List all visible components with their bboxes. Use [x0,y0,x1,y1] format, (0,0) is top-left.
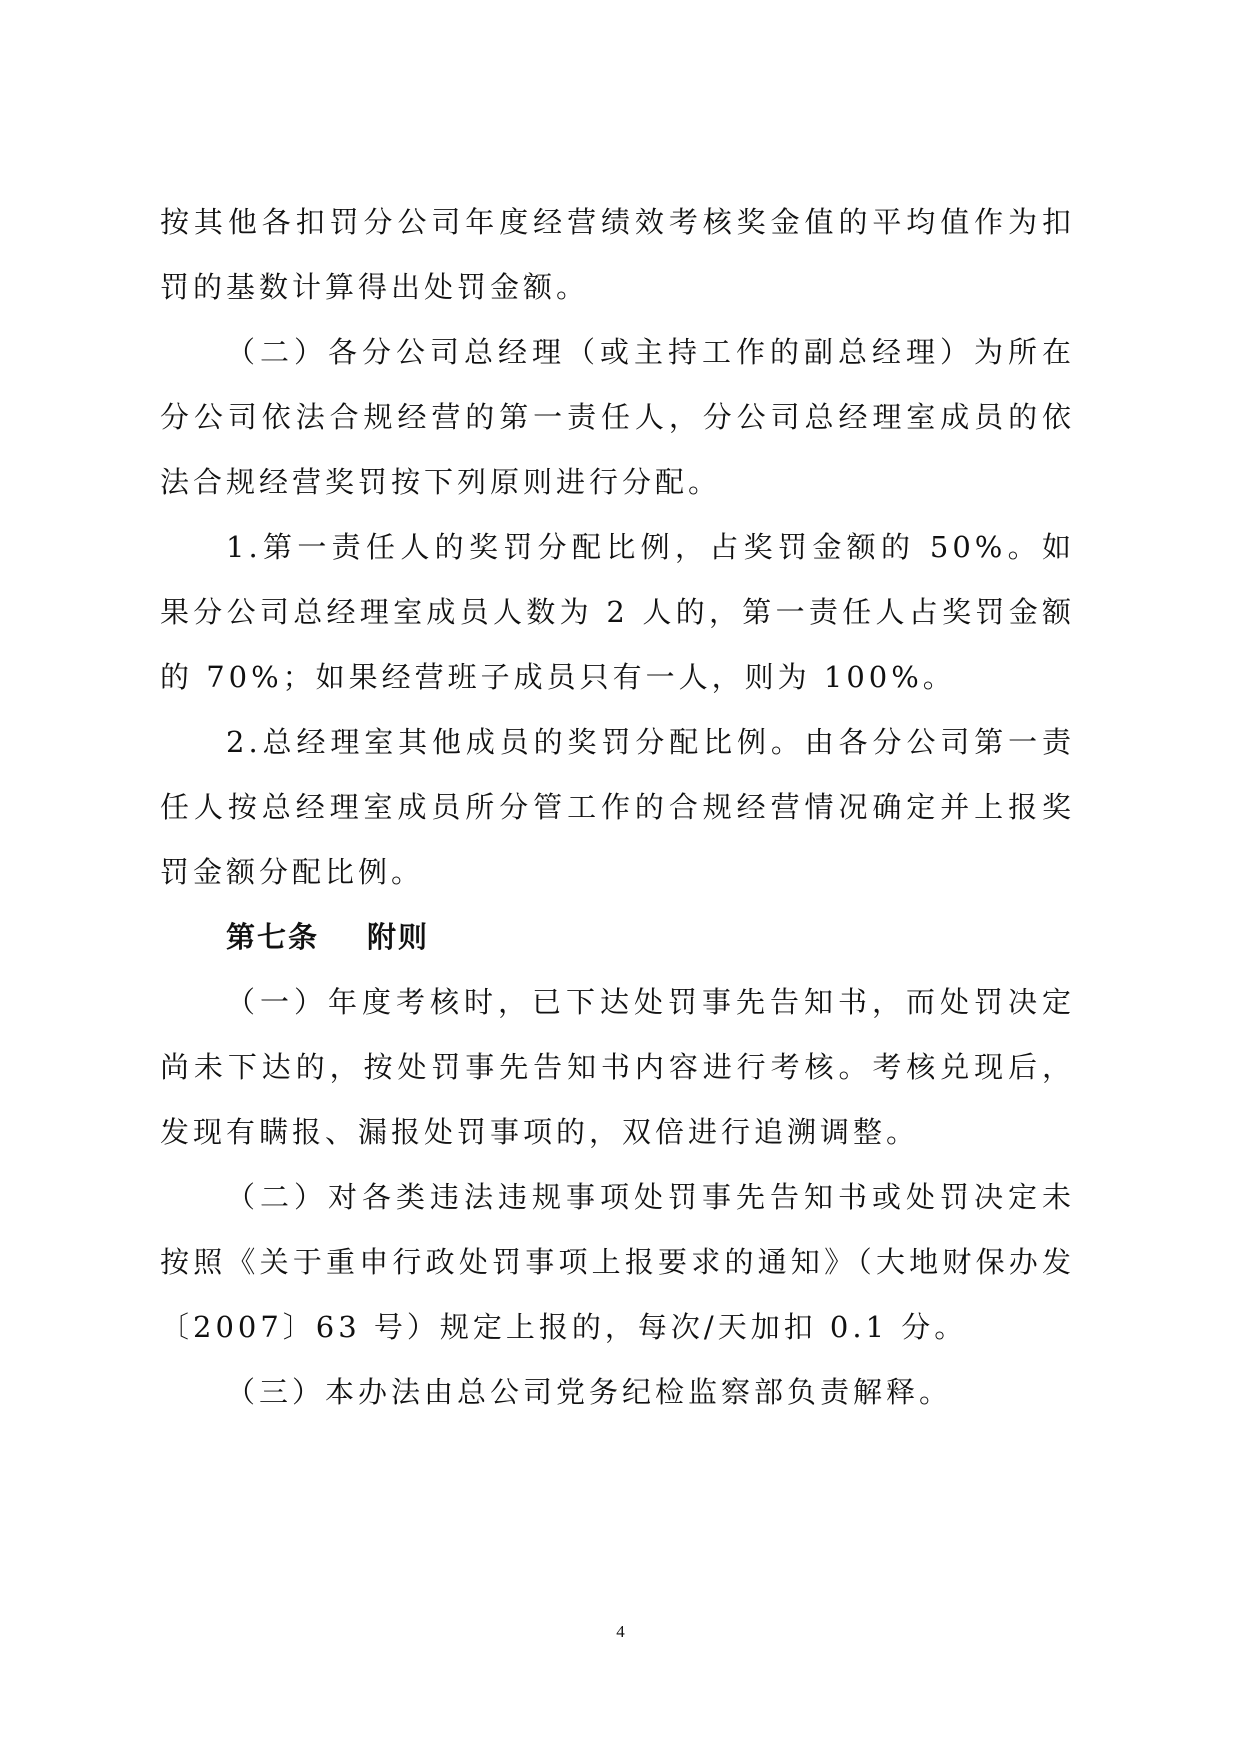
continuation-paragraph: 按其他各扣罚分公司年度经营绩效考核奖金值的平均值作为扣罚的基数计算得出处罚金额。 [160,205,1075,304]
item-1-paragraph: 1.第一责任人的奖罚分配比例，占奖罚金额的 50%。如果分公司总经理室成员人数为 2 人的，第一责任人占奖罚金额的 70%；如果经营班子成员只有一人，则为 100%。 [160,530,1075,694]
article-clause-1: （一）年度考核时，已下达处罚事先告知书，而处罚决定尚未下达的，按处罚事先告知书内容进行考核。考核兑现后，发现有瞒报、漏报处罚事项的，双倍进行追溯调整。 [160,985,1075,1149]
document-body [160,190,1075,1425]
clause-2-paragraph: （二）各分公司总经理（或主持工作的副总经理）为所在分公司依法合规经营的第一责任人，分公司总经理室成员的依法合规经营奖罚按下列原则进行分配。 [160,335,1075,499]
article-clause-3: （三）本办法由总公司党务纪检监察部负责解释。 [226,1375,953,1409]
item-2-paragraph: 2.总经理室其他成员的奖罚分配比例。由各分公司第一责任人按总经理室成员所分管工作的合规经营情况确定并上报奖罚金额分配比例。 [160,725,1075,889]
article-7-heading [160,905,1075,970]
article-number: 第七条 [226,920,320,954]
article-clause-2: （二）对各类违法违规事项处罚事先告知书或处罚决定未按照《关于重申行政处罚事项上报要求的通知》（大地财保办发〔2007〕63 号）规定上报的，每次/天加扣 0.1 分。 [160,1180,1075,1344]
article-title: 附则 [367,920,430,954]
page-number: 4 [616,1622,625,1641]
